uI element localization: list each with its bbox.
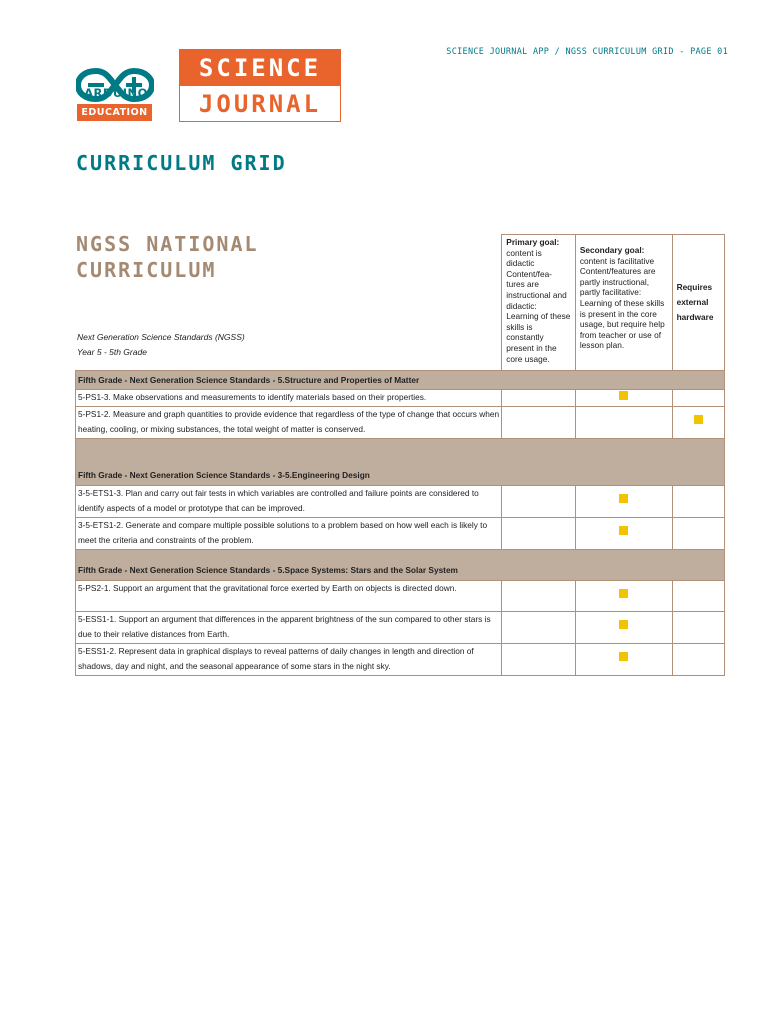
hardware-cell (672, 485, 724, 517)
section-title: Fifth Grade - Next Generation Science Standards - 5.Structure and Properties of Matter (76, 371, 725, 390)
secondary-cell (575, 485, 672, 517)
secondary-cell (575, 643, 672, 675)
hardware-cell (672, 643, 724, 675)
standard-name: Next Generation Science Standards (NGSS) (77, 332, 245, 342)
science-journal-logo (179, 49, 341, 122)
hardware-cell (672, 390, 724, 407)
hardware-header: Requires external hardware (672, 235, 724, 371)
table-row (76, 517, 725, 549)
journal-word: JOURNAL (198, 90, 322, 118)
secondary-cell (575, 517, 672, 549)
header-blank-cell (76, 235, 502, 371)
table-row (76, 406, 725, 438)
education-badge: EDUCATION (77, 104, 152, 121)
standard-text: 5-PS2-1. Support an argument that the gravitational force exerted by Earth on objects is directed down. (76, 580, 502, 611)
standard-text: 3-5-ETS1-2. Generate and compare multiple possible solutions to a problem based on how well each is likely to meet the criteria and constraints of the problem. (76, 517, 502, 549)
secondary-goal-title: Secondary goal: (579, 245, 645, 255)
table-row (76, 390, 725, 407)
check-marker-icon (694, 415, 703, 424)
table-row (76, 611, 725, 643)
science-word: SCIENCE (180, 50, 340, 86)
page-header-label: SCIENCE JOURNAL APP / NGSS CURRICULUM GRID - PAGE 01 (446, 47, 728, 57)
section-title: Fifth Grade - Next Generation Science Standards - 5.Space Systems: Stars and the Solar System (76, 549, 725, 580)
check-marker-icon (619, 391, 628, 400)
secondary-cell (575, 406, 672, 438)
primary-goal-text: content is didactic Content/fea- tures are instructional and didactic: Learning of these skills is constantly present in the core usage. (506, 247, 571, 364)
primary-cell (502, 643, 576, 675)
standard-text: 5-ESS1-2. Represent data in graphical displays to reveal patterns of daily changes in length and direction of shadows, day and night, and the seasonal appearance of some stars in the night sky. (76, 643, 502, 675)
primary-cell (502, 611, 576, 643)
standard-text: 5-ESS1-1. Support an argument that differences in the apparent brightness of the sun compared to other stars is due to their relative distances from Earth. (76, 611, 502, 643)
check-marker-icon (619, 620, 628, 629)
secondary-goal-header (575, 235, 672, 371)
section-row (76, 438, 725, 485)
curriculum-grid (75, 234, 725, 676)
secondary-goal-text: content is facilitative Content/features are partly instructional, partly facilitative: Learning of these skills is present in the core usage, but require help from teacher or use of lesson plan. (579, 255, 665, 351)
primary-cell (502, 517, 576, 549)
secondary-cell (575, 390, 672, 407)
check-marker-icon (619, 526, 628, 535)
primary-cell (502, 390, 576, 407)
secondary-cell (575, 580, 672, 611)
primary-cell (502, 406, 576, 438)
grade-level: Year 5 - 5th Grade (77, 347, 147, 357)
standard-text: 5-PS1-3. Make observations and measurements to identify materials based on their properties. (76, 390, 502, 407)
hardware-cell (672, 517, 724, 549)
secondary-cell (575, 611, 672, 643)
primary-goal-header (502, 235, 576, 371)
check-marker-icon (619, 494, 628, 503)
primary-goal-title: Primary goal: (506, 237, 560, 247)
primary-cell (502, 580, 576, 611)
page-title: CURRICULUM GRID (76, 151, 287, 175)
standard-text: 5-PS1-2. Measure and graph quantities to provide evidence that regardless of the type of change that occurs when heating, cooling, or mixing substances, the total weight of matter is conserved. (76, 406, 502, 438)
standard-text: 3-5-ETS1-3. Plan and carry out fair tests in which variables are controlled and failure points are considered to identify aspects of a model or prototype that can be improved. (76, 485, 502, 517)
check-marker-icon (619, 589, 628, 598)
hardware-cell (672, 406, 724, 438)
check-marker-icon (619, 652, 628, 661)
arduino-wordmark: ARDUINO (84, 86, 148, 100)
grid-header-row (76, 235, 725, 371)
hardware-cell (672, 580, 724, 611)
page-subtitle: NGSS NATIONAL CURRICULUM (76, 232, 259, 282)
table-row (76, 580, 725, 611)
section-row (76, 371, 725, 390)
table-row (76, 485, 725, 517)
section-title: Fifth Grade - Next Generation Science Standards - 3-5.Engineering Design (76, 438, 725, 485)
table-row (76, 643, 725, 675)
primary-cell (502, 485, 576, 517)
section-row (76, 549, 725, 580)
hardware-cell (672, 611, 724, 643)
